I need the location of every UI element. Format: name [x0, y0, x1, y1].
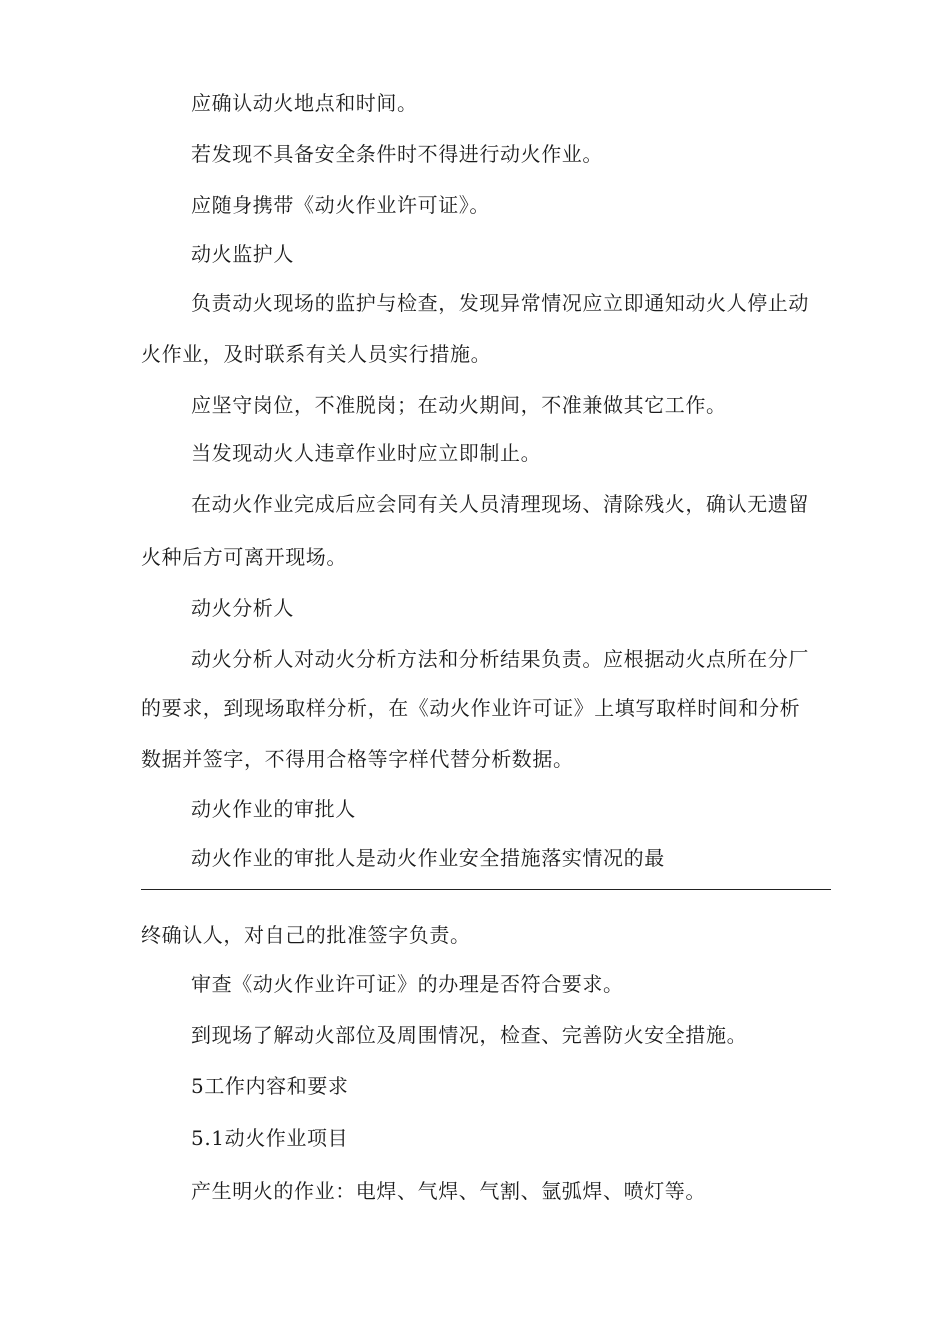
text-line: 动火分析人对动火分析方法和分析结果负责。应根据动火点所在分厂 — [191, 647, 809, 671]
text-line: 产生明火的作业：电焊、气焊、气割、氩弧焊、喷灯等。 — [191, 1179, 706, 1203]
text-line: 审查《动火作业许可证》的办理是否符合要求。 — [191, 972, 624, 996]
section-heading-fire-analyst: 动火分析人 — [191, 596, 294, 620]
text-line: 火种后方可离开现场。 — [141, 545, 347, 569]
text-line: 负责动火现场的监护与检查，发现异常情况应立即通知动火人停止动 — [191, 291, 809, 315]
text-line: 数据并签字，不得用合格等字样代替分析数据。 — [141, 747, 574, 771]
text-line: 应随身携带《动火作业许可证》。 — [191, 193, 490, 217]
text-line: 终确认人，对自己的批准签字负责。 — [141, 923, 471, 947]
text-line: 若发现不具备安全条件时不得进行动火作业。 — [191, 142, 603, 166]
text-line: 在动火作业完成后应会同有关人员清理现场、清除残火，确认无遗留 — [191, 492, 809, 516]
text-line: 到现场了解动火部位及周围情况，检查、完善防火安全措施。 — [191, 1023, 748, 1047]
subsection-heading-fire-work-items: 5.1动火作业项目 — [191, 1126, 349, 1150]
text-line: 应确认动火地点和时间。 — [191, 91, 418, 115]
section-heading-approver: 动火作业的审批人 — [191, 797, 356, 821]
text-line: 应坚守岗位，不准脱岗；在动火期间，不准兼做其它工作。 — [191, 393, 727, 417]
section-heading-fire-watcher: 动火监护人 — [191, 242, 294, 266]
text-line: 的要求，到现场取样分析，在《动火作业许可证》上填写取样时间和分析 — [141, 696, 801, 720]
section-heading-work-content: 5工作内容和要求 — [191, 1074, 349, 1098]
page-divider — [141, 889, 831, 890]
text-line: 动火作业的审批人是动火作业安全措施落实情况的最 — [191, 846, 665, 870]
text-line: 当发现动火人违章作业时应立即制止。 — [191, 441, 542, 465]
text-line: 火作业，及时联系有关人员实行措施。 — [141, 342, 492, 366]
